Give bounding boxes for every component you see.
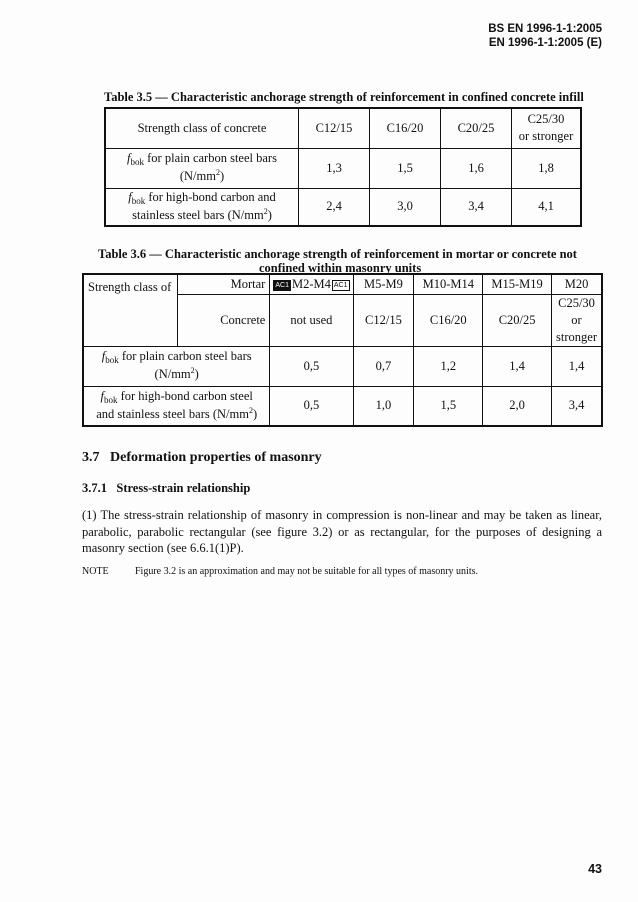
table-cell-label: [83, 346, 270, 386]
cell-line: C25/30 or: [558, 295, 595, 327]
page-number: 43: [588, 862, 602, 876]
table-3-6-caption-line2: confined within masonry units: [259, 261, 422, 275]
note-text: Figure 3.2 is an approximation and may not be suitable for all types of masonry units.: [135, 566, 478, 577]
table-cell: [552, 294, 602, 346]
table-cell: 0,7: [353, 346, 414, 386]
ac1-end-marker: AC1: [333, 281, 348, 289]
label-text: for high-bond carbon and: [145, 189, 276, 204]
superscript: 2: [215, 168, 220, 177]
table-3-5: [104, 107, 582, 227]
table-cell: 1,4: [483, 346, 552, 386]
table-cell: 1,5: [370, 148, 441, 188]
label-text: ): [252, 406, 258, 421]
table-cell: 0,5: [270, 346, 353, 386]
label-text: and stainless steel bars (N/mm: [96, 406, 249, 421]
table-cell: not used: [270, 294, 353, 346]
subsection-heading: 3.7.1 Stress-strain relationship: [82, 481, 251, 495]
table-cell: M15-M19: [483, 274, 552, 294]
label-text: for plain carbon steel bars: [118, 349, 252, 363]
label-text: stainless steel bars (N/mm: [132, 207, 264, 222]
table-cell: 1,3: [299, 148, 370, 188]
label-text: ): [267, 207, 272, 222]
table-cell: 4,1: [512, 188, 582, 226]
table-cell: C12/15: [353, 294, 414, 346]
cell-line: [110, 168, 294, 186]
table-cell: 3,0: [370, 188, 441, 226]
cell-line: [88, 388, 265, 406]
label-text: ): [194, 367, 199, 381]
note-label: NOTE: [82, 566, 109, 577]
standard-id-bs: BS EN 1996-1-1:2005: [488, 23, 602, 35]
label-text: for high-bond carbon steel: [117, 388, 253, 403]
body-paragraph: (1) The stress-strain relationship of masonry in compression is non-linear and may be taken as linear, parabolic, parabolic rectangular (see figure 3.2) or as rectangular, for the purposes of designing a masonry section (see 6.6.1(1)P).: [82, 508, 602, 555]
table-cell: Mortar: [177, 274, 270, 294]
subscript: bok: [105, 355, 119, 365]
cell-line: or stronger: [518, 129, 574, 144]
symbol: f: [128, 189, 132, 204]
note: [82, 565, 478, 578]
table-cell: M5-M9: [353, 274, 414, 294]
table-cell: Strength class of: [83, 274, 177, 346]
table-cell: 0,5: [270, 386, 353, 426]
table-cell-label: [83, 386, 270, 426]
label-text: (N/mm: [154, 367, 191, 381]
subscript: bok: [131, 195, 146, 206]
table-cell: C20/25: [441, 108, 512, 148]
table-cell: C20/25: [483, 294, 552, 346]
label-text: for plain carbon steel bars: [144, 151, 277, 165]
subscript: bok: [130, 157, 145, 167]
subscript: bok: [103, 394, 118, 405]
cell-line: [110, 150, 294, 168]
section-heading: 3.7 Deformation properties of masonry: [82, 450, 322, 465]
table-cell: 1,0: [353, 386, 414, 426]
table-cell-label: [105, 188, 299, 226]
cell-line: [88, 366, 265, 384]
table-row: [83, 274, 602, 294]
table-cell: 1,8: [512, 148, 582, 188]
table-cell: 2,4: [299, 188, 370, 226]
mortar-class: M2-M4: [291, 276, 331, 291]
table-cell: 1,5: [414, 386, 483, 426]
table-row: [105, 188, 581, 226]
cell-line: [110, 207, 294, 225]
table-cell: C16/20: [414, 294, 483, 346]
table-cell: 3,4: [552, 386, 602, 426]
table-3-6-caption-line1: Table 3.6 — Characteristic anchorage strength of reinforcement in mortar or concrete not: [98, 247, 577, 261]
standard-id-en: EN 1996-1-1:2005 (E): [488, 37, 602, 49]
table-cell: C12/15: [299, 108, 370, 148]
symbol: f: [100, 388, 104, 403]
cell-line: stronger: [556, 329, 597, 344]
table-row: [83, 346, 602, 386]
label-text: ): [219, 169, 225, 183]
symbol: f: [101, 349, 106, 363]
table-cell: M20: [552, 274, 602, 294]
table-cell: Strength class of concrete: [105, 108, 299, 148]
table-cell: [512, 108, 582, 148]
table-3-6: [82, 273, 603, 427]
superscript: 2: [248, 405, 253, 415]
table-row: [83, 386, 602, 426]
table-cell: 2,0: [483, 386, 552, 426]
table-3-5-caption: Table 3.5 — Characteristic anchorage strength of reinforcement in confined concrete infill: [104, 90, 584, 104]
table-cell: 3,4: [441, 188, 512, 226]
table-cell: 1,6: [441, 148, 512, 188]
table-cell: [270, 274, 353, 294]
cell-line: [88, 348, 265, 366]
table-row: [105, 108, 581, 148]
document-header: [488, 22, 602, 50]
symbol: f: [127, 151, 131, 165]
label-text: (N/mm: [179, 169, 216, 183]
cell-line: [88, 406, 265, 424]
table-cell: Concrete: [177, 294, 270, 346]
table-row: [105, 148, 581, 188]
table-cell: C16/20: [370, 108, 441, 148]
table-cell: M10-M14: [414, 274, 483, 294]
cell-line: [110, 189, 294, 207]
superscript: 2: [190, 366, 195, 375]
ac1-start-marker: AC1: [275, 281, 289, 289]
table-cell: 1,4: [552, 346, 602, 386]
table-cell: 1,2: [414, 346, 483, 386]
table-cell-label: [105, 148, 299, 188]
cell-line: C25/30: [527, 112, 565, 127]
superscript: 2: [263, 206, 268, 216]
